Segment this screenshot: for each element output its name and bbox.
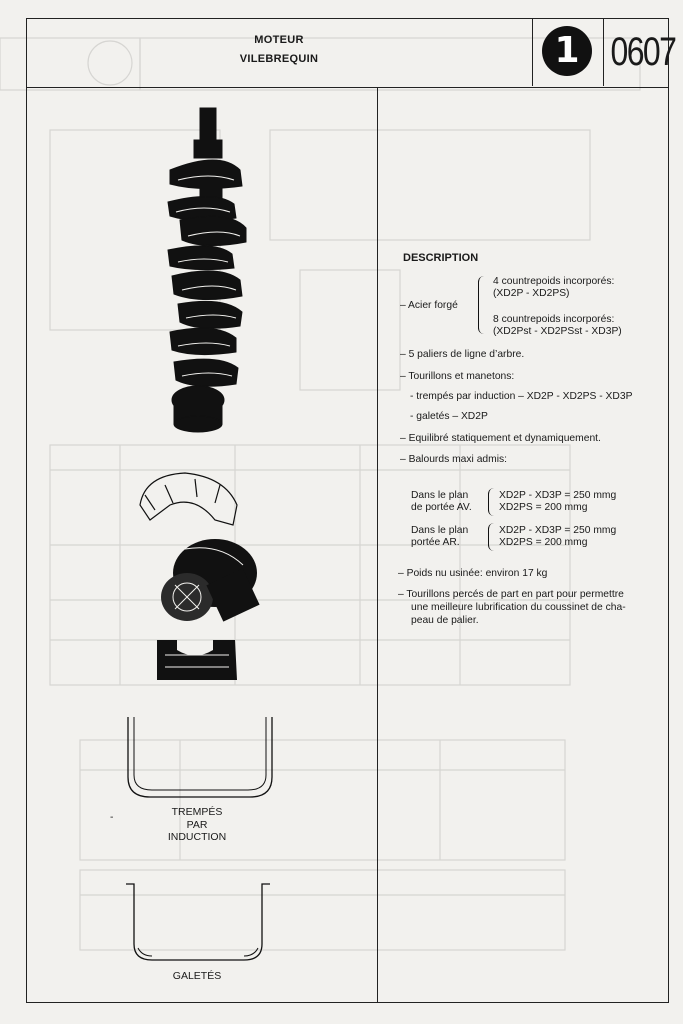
page-title: MOTEUR [254, 34, 304, 46]
rolled-profile-diagram [118, 880, 278, 970]
weight-text: – Poids nu usinée: environ 17 kg [398, 568, 548, 579]
header [26, 18, 676, 88]
page-subtitle: VILEBREQUIN [239, 53, 319, 65]
front-plane-line2: de portée AV. [411, 502, 472, 513]
induction-profile-diagram [120, 715, 280, 805]
drilled-text-line3: peau de palier. [411, 615, 479, 626]
induction-caption-line3: INDUCTION [167, 831, 227, 843]
rear-brace [488, 523, 495, 551]
crankshaft-illustration [160, 100, 280, 440]
rear-value-1: XD2P - XD3P = 250 mmg [499, 525, 617, 536]
section-number-badge: 1 [542, 26, 592, 76]
balanced-text: – Equilibré statiquement et dynamiquement. [400, 433, 601, 444]
title-block [26, 18, 532, 86]
front-plane-line1: Dans le plan [411, 490, 469, 501]
material-brace [478, 276, 485, 334]
unbalance-text: – Balourds maxi admis: [400, 454, 508, 465]
rolled-text: - galetés – XD2P [410, 411, 488, 422]
stray-dash: - [110, 812, 114, 823]
induction-text: - trempés par induction – XD2P - XD2PS - XD3P [410, 391, 633, 402]
page-number: 0607 [610, 30, 676, 74]
induction-caption-line2: PAR [186, 818, 208, 831]
material-option-1-line1: 4 countrepoids incorporés: [493, 276, 615, 287]
drilled-text-line2: une meilleure lubrification du coussinet de cha- [411, 602, 626, 613]
bearing-cap-illustration [125, 465, 265, 715]
induction-caption-line1: TREMPÉS [171, 806, 223, 818]
rear-plane-line2: portée AR. [411, 537, 460, 548]
column-divider [377, 88, 378, 1003]
induction-caption [127, 806, 267, 844]
section-box [532, 18, 604, 86]
front-value-1: XD2P - XD3P = 250 mmg [499, 490, 617, 501]
material-option-1-line2: (XD2P - XD2PS) [493, 288, 570, 299]
front-brace [488, 488, 495, 516]
drilled-text-line1: – Tourillons percés de part en part pour permettre [398, 589, 624, 600]
material-option-2-line2: (XD2Pst - XD2PSst - XD3P) [493, 326, 622, 337]
rear-value-2: XD2PS = 200 mmg [499, 537, 588, 548]
description-heading: DESCRIPTION [403, 252, 479, 264]
rear-plane-line1: Dans le plan [411, 525, 469, 536]
rolled-caption: GALETÉS [172, 970, 222, 982]
journals-text: – Tourillons et manetons: [400, 371, 515, 382]
front-value-2: XD2PS = 200 mmg [499, 502, 588, 513]
bearings-text: – 5 paliers de ligne d’arbre. [400, 349, 525, 360]
material-label: – Acier forgé [400, 300, 458, 311]
material-option-2-line1: 8 countrepoids incorporés: [493, 314, 615, 325]
